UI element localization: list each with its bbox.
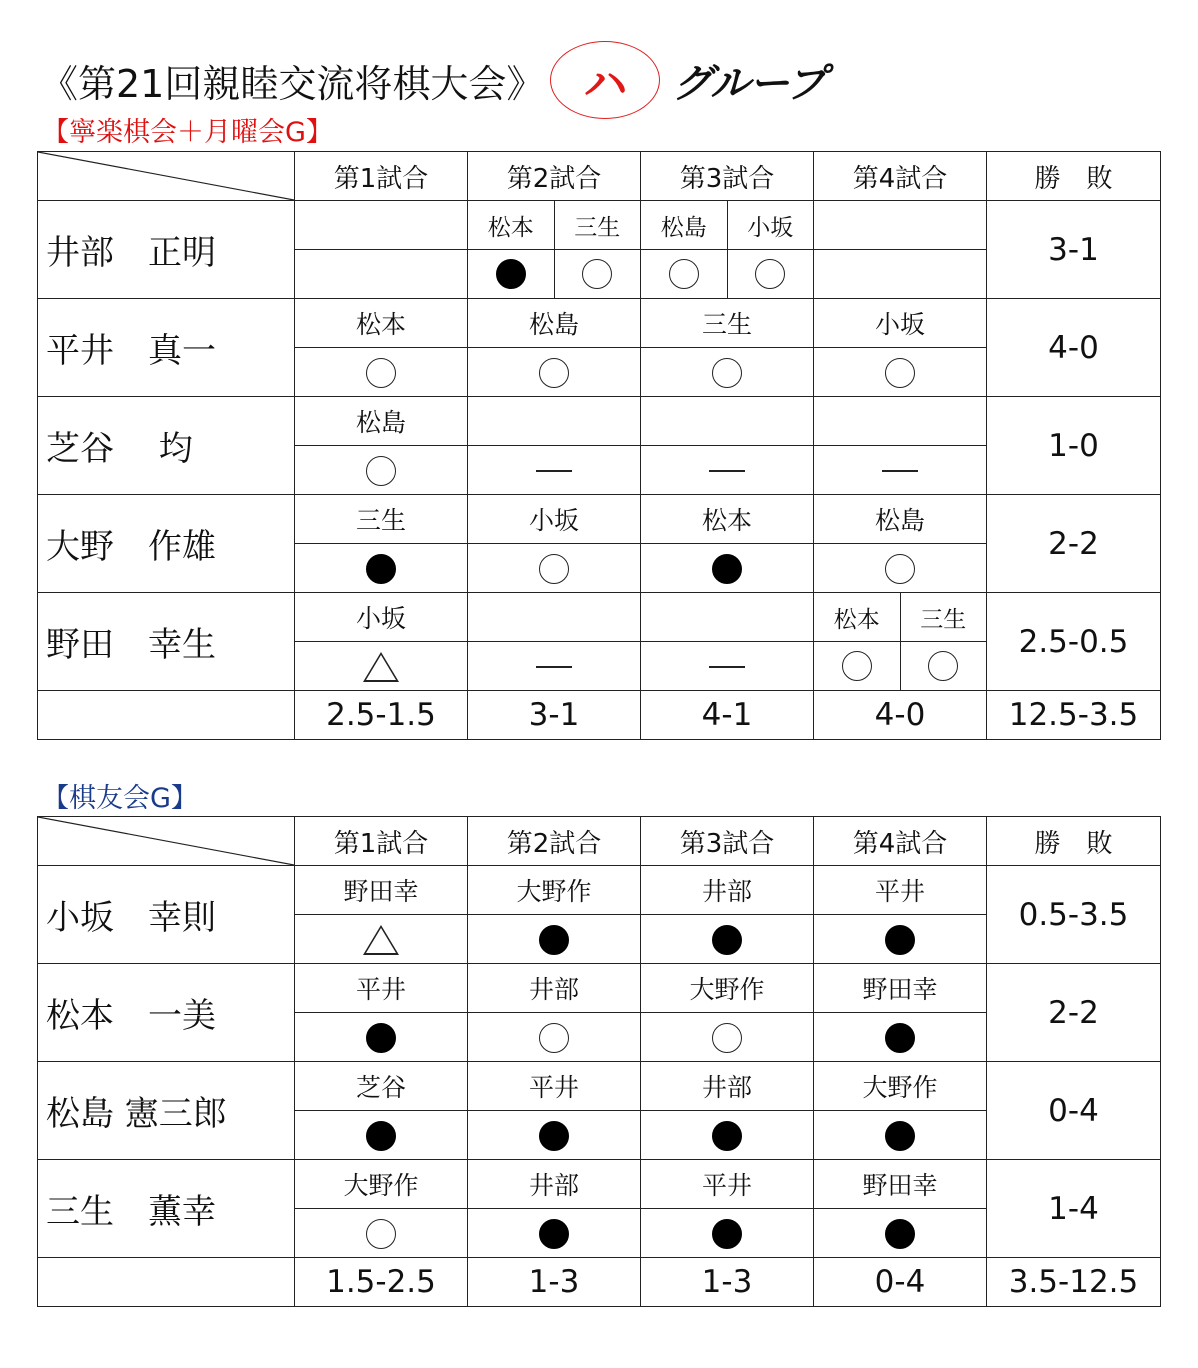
player-name: 平井 真一 [38,299,295,397]
opponent-name: 松島 [295,397,468,446]
player-name: 三生 薫幸 [38,1160,295,1258]
results-table-section2 [37,816,1161,1307]
result-cell [468,1013,641,1062]
opponent-name: 松本 [295,299,468,348]
opponent-name: 松島 [641,201,728,249]
opponent-name [468,397,641,446]
opponent-name: 松本 [468,201,555,249]
opponent-name: 野田幸 [295,866,468,915]
result-mark-holder [901,642,987,690]
opponent-cell-split [814,593,987,642]
summary-game-2: 3-1 [468,691,641,740]
result-cell [814,1111,987,1160]
result-cell [641,1209,814,1258]
result-cell [641,446,814,495]
header-game-3: 第3試合 [641,817,814,866]
opponent-cell-split [641,201,814,250]
header-game-1: 第1試合 [295,817,468,866]
result-cell [814,1013,987,1062]
section2-label: 【棋友会G】 [42,783,198,814]
loss-mark [712,554,742,584]
opponent-name [814,201,987,250]
result-cell [641,1111,814,1160]
summary-game-1: 2.5-1.5 [295,691,468,740]
win-mark [539,1023,569,1053]
result-cell [641,348,814,397]
summary-total: 3.5-12.5 [987,1258,1161,1307]
win-mark [582,259,612,289]
loss-mark [539,1219,569,1249]
result-cell [295,250,468,299]
win-mark [539,358,569,388]
player-name: 松島 憲三郎 [38,1062,295,1160]
group-mark: ハ [583,59,628,110]
opponent-name: 三生 [920,606,967,633]
result-mark-holder [641,250,728,298]
opponent-name: 平井 [814,866,987,915]
loss-mark [539,1121,569,1151]
player-total: 3-1 [987,201,1161,299]
result-cell [468,544,641,593]
result-cell [295,544,468,593]
win-mark [755,259,785,289]
no-game-mark [709,666,745,668]
player-total: 1-0 [987,397,1161,495]
page-title: 《第21回親睦交流将棋大会》 [40,61,545,106]
player-total: 0.5-3.5 [987,866,1161,964]
opponent-name: 平井 [468,1062,641,1111]
win-mark [539,554,569,584]
opponent-name: 井部 [641,866,814,915]
result-cell [814,915,987,964]
loss-mark [539,925,569,955]
loss-mark [496,259,526,289]
win-mark [842,651,872,681]
result-mark-holder [555,250,641,298]
result-cell [641,1013,814,1062]
opponent-name: 井部 [468,964,641,1013]
player-total: 2-2 [987,495,1161,593]
summary-game-3: 4-1 [641,691,814,740]
player-name: 松本 一美 [38,964,295,1062]
opponent-name: 小坂 [747,214,794,241]
opponent-name: 三生 [295,495,468,544]
result-cell [295,1111,468,1160]
opponent-name: 三生 [574,214,621,241]
opponent-name: 大野作 [641,964,814,1013]
result-cell [814,250,987,299]
opponent-name: 野田幸 [814,1160,987,1209]
opponent-name: 小坂 [468,495,641,544]
loss-mark [712,925,742,955]
result-cell-split [641,250,814,299]
player-name: 小坂 幸則 [38,866,295,964]
opponent-name: 大野作 [814,1062,987,1111]
header-game-3: 第3試合 [641,152,814,201]
win-mark [366,358,396,388]
summary-game-3: 1-3 [641,1258,814,1307]
opponent-name: 松本 [814,593,901,641]
win-mark [712,358,742,388]
opponent-name: 大野作 [468,866,641,915]
opponent-name [641,397,814,446]
loss-mark [366,554,396,584]
results-table-section1 [37,151,1161,740]
result-cell [295,642,468,691]
win-mark [928,651,958,681]
win-mark [885,554,915,584]
group-mark-circle [550,41,660,119]
opponent-name: 井部 [468,1160,641,1209]
result-cell [295,1013,468,1062]
opponent-cell-split [468,201,641,250]
no-game-mark [709,470,745,472]
header-game-4: 第4試合 [814,152,987,201]
opponent-name: 井部 [641,1062,814,1111]
loss-mark [712,1219,742,1249]
title-row [40,44,825,116]
opponent-name: 野田幸 [814,964,987,1013]
result-cell-split [468,250,641,299]
result-cell [295,348,468,397]
result-cell [641,642,814,691]
result-cell [295,1209,468,1258]
opponent-name: 小坂 [295,593,468,642]
draw-mark [363,652,399,682]
opponent-name [468,593,641,642]
opponent-name: 小坂 [814,299,987,348]
player-total: 2.5-0.5 [987,593,1161,691]
result-cell [814,446,987,495]
result-cell-split [814,642,987,691]
opponent-name: 大野作 [295,1160,468,1209]
player-total: 1-4 [987,1160,1161,1258]
section1-label: 【寧楽棋会＋月曜会G】 [42,117,333,148]
header-total: 勝 敗 [987,817,1161,866]
player-total: 2-2 [987,964,1161,1062]
loss-mark [885,1121,915,1151]
result-cell [468,915,641,964]
no-game-mark [536,666,572,668]
summary-game-2: 1-3 [468,1258,641,1307]
opponent-name: 三生 [641,299,814,348]
result-cell [814,544,987,593]
player-total: 4-0 [987,299,1161,397]
opponent-name: 松島 [814,495,987,544]
summary-empty-cell [38,1258,295,1307]
player-name: 大野 作雄 [38,495,295,593]
no-game-mark [536,470,572,472]
summary-game-4: 0-4 [814,1258,987,1307]
opponent-name [814,397,987,446]
win-mark [669,259,699,289]
no-game-mark [882,470,918,472]
opponent-name: 芝谷 [295,1062,468,1111]
win-mark [366,456,396,486]
result-cell [814,348,987,397]
opponent-name: 松島 [468,299,641,348]
result-cell [468,446,641,495]
header-total: 勝 敗 [987,152,1161,201]
result-mark-holder [728,250,814,298]
header-game-4: 第4試合 [814,817,987,866]
result-mark-holder [814,642,901,690]
loss-mark [885,1023,915,1053]
header-game-2: 第2試合 [468,152,641,201]
result-cell [468,1111,641,1160]
win-mark [885,358,915,388]
result-cell [468,642,641,691]
player-total: 0-4 [987,1062,1161,1160]
header-game-1: 第1試合 [295,152,468,201]
corner-diagonal-cell [38,152,295,201]
corner-diagonal-cell [38,817,295,866]
loss-mark [885,1219,915,1249]
draw-mark [363,925,399,955]
result-cell [295,446,468,495]
summary-game-1: 1.5-2.5 [295,1258,468,1307]
summary-total: 12.5-3.5 [987,691,1161,740]
result-cell [468,1209,641,1258]
group-label: グループ [672,60,826,107]
result-cell [641,915,814,964]
loss-mark [885,925,915,955]
result-cell [814,1209,987,1258]
header-game-2: 第2試合 [468,817,641,866]
result-mark-holder [468,250,555,298]
player-name: 野田 幸生 [38,593,295,691]
opponent-name [295,201,468,250]
opponent-name: 平井 [295,964,468,1013]
player-name: 井部 正明 [38,201,295,299]
loss-mark [712,1121,742,1151]
summary-game-4: 4-0 [814,691,987,740]
win-mark [366,1219,396,1249]
summary-empty-cell [38,691,295,740]
result-cell [295,915,468,964]
win-mark [712,1023,742,1053]
loss-mark [366,1023,396,1053]
opponent-name [641,593,814,642]
player-name: 芝谷 均 [38,397,295,495]
opponent-name: 平井 [641,1160,814,1209]
loss-mark [366,1121,396,1151]
result-cell [468,348,641,397]
result-cell [641,544,814,593]
opponent-name: 松本 [641,495,814,544]
